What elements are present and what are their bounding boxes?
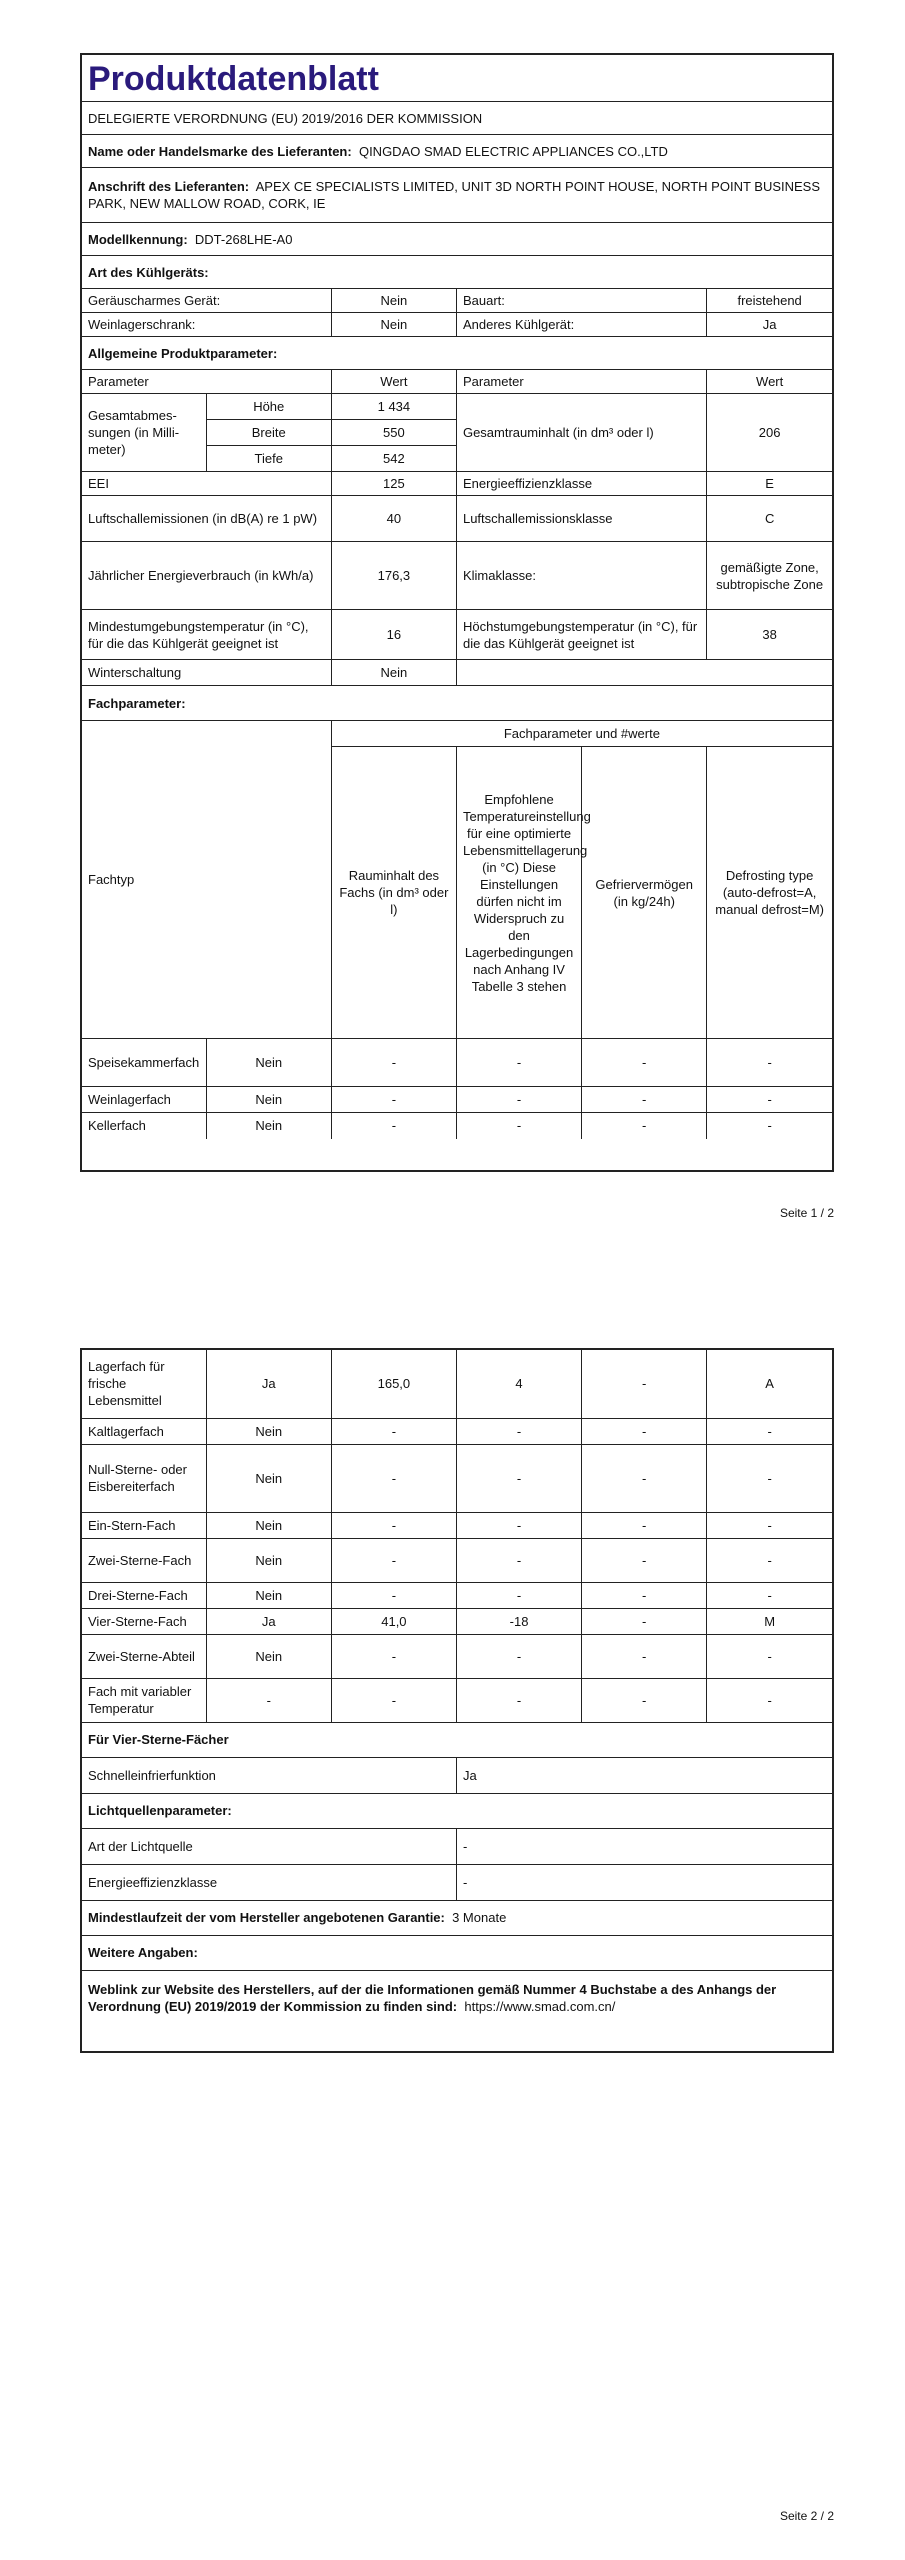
- table-row: [82, 1113, 832, 1139]
- consumption-value: 176,3: [331, 542, 456, 610]
- value-header: Wert: [331, 370, 456, 394]
- compartment-volume: -: [331, 1538, 456, 1582]
- min-temp-label: Mindestumgebungstemperatur (in °C), für die das Kühlgerät geeignet ist: [82, 610, 331, 660]
- noise-label: Luftschallemissionen (in dB(A) re 1 pW): [82, 496, 331, 542]
- table-row: [82, 1418, 832, 1444]
- datasheet-table-2: [82, 1350, 832, 2025]
- compartment-volume: -: [331, 1418, 456, 1444]
- parameter-header: Parameter: [82, 370, 331, 394]
- compartment-freeze: -: [582, 1582, 707, 1608]
- weblink-row: [82, 1970, 832, 2025]
- table-row: [82, 1039, 832, 1087]
- light-class-value: -: [456, 1864, 832, 1900]
- model-label: Modellkennung:: [88, 231, 188, 247]
- compartment-present: Nein: [206, 1634, 331, 1678]
- datasheet-page-1: [80, 53, 834, 1172]
- light-type-label: Art der Lichtquelle: [82, 1828, 456, 1864]
- compartment-name: Zwei-Sterne-Abteil: [82, 1634, 206, 1678]
- table-row: [82, 1678, 832, 1722]
- winter-value: Nein: [331, 660, 456, 686]
- compartment-freeze: -: [582, 1039, 707, 1087]
- compartment-name: Zwei-Sterne-Fach: [82, 1538, 206, 1582]
- compartment-name: Weinlagerfach: [82, 1087, 206, 1113]
- eei-value: 125: [331, 472, 456, 496]
- page-number-2: Seite 2 / 2: [779, 2509, 834, 2523]
- model-row: [82, 223, 832, 256]
- compartment-present: Ja: [206, 1608, 331, 1634]
- compartment-present: Nein: [206, 1087, 331, 1113]
- compartment-name: Drei-Sterne-Fach: [82, 1582, 206, 1608]
- compartment-name: Ein-Stern-Fach: [82, 1512, 206, 1538]
- datasheet-table-1: [82, 55, 832, 1139]
- compartment-defrost: -: [707, 1039, 832, 1087]
- supplier-label: Name oder Handelsmarke des Lieferanten:: [88, 143, 352, 159]
- compartment-heading: Fachparameter:: [82, 686, 832, 721]
- compartment-defrost: -: [707, 1113, 832, 1139]
- compartment-defrost: -: [707, 1538, 832, 1582]
- compartment-freeze: -: [582, 1608, 707, 1634]
- table-row: [82, 1538, 832, 1582]
- volume-label: Gesamtrauminhalt (in dm³ oder l): [456, 394, 706, 472]
- weblink-value[interactable]: https://www.smad.com.cn/: [464, 1998, 616, 2014]
- design-value: freistehend: [707, 289, 832, 313]
- compartment-freeze: -: [582, 1538, 707, 1582]
- light-type-value: -: [456, 1828, 832, 1864]
- compartment-present: Nein: [206, 1113, 331, 1139]
- value-header-2: Wert: [707, 370, 832, 394]
- compartment-type-header: Fachtyp: [82, 721, 331, 1039]
- height-value: 1 434: [331, 394, 456, 420]
- compartment-temp: -: [456, 1678, 581, 1722]
- empty-cell: [456, 660, 832, 686]
- compartment-present: Nein: [206, 1538, 331, 1582]
- address-value: APEX CE SPECIALISTS LIMITED, UNIT 3D NORTH POINT HOUSE, NORTH POINT BUSINESS PARK, NEW MALLOW ROAD, CORK, IE: [88, 179, 821, 211]
- compartment-temp: 4: [456, 1350, 581, 1418]
- other-appliance-label: Anderes Kühlgerät:: [456, 313, 706, 337]
- climate-value: gemäßigte Zone, subtropische Zone: [707, 542, 832, 610]
- wine-cabinet-label: Weinlagerschrank:: [82, 313, 331, 337]
- regulation-text: DELEGIERTE VERORDNUNG (EU) 2019/2016 DER KOMMISSION: [82, 102, 832, 135]
- compartment-present: Nein: [206, 1512, 331, 1538]
- supplier-value: QINGDAO SMAD ELECTRIC APPLIANCES CO.,LTD: [358, 143, 668, 159]
- warranty-label: Mindestlaufzeit der vom Hersteller angebotenen Garantie:: [88, 1910, 445, 1925]
- depth-value: 542: [331, 446, 456, 472]
- table-row: [82, 1350, 832, 1418]
- table-row: [82, 1608, 832, 1634]
- col-temp-header: Empfohlene Temperatureinstellung für eine optimierte Lebensmittellagerung (in °C) Diese Einstellungen dürfen nicht im Widerspruch zu den Lagerbedingungen nach Anhang IV Tabelle 3 stehen: [456, 747, 581, 1039]
- low-noise-value: Nein: [331, 289, 456, 313]
- compartment-defrost: -: [707, 1512, 832, 1538]
- compartment-temp: -: [456, 1582, 581, 1608]
- model-value: DDT-268LHE-A0: [194, 231, 293, 247]
- compartment-defrost: A: [707, 1350, 832, 1418]
- address-label: Anschrift des Lieferanten:: [88, 179, 250, 194]
- compartment-volume: 165,0: [331, 1350, 456, 1418]
- table-row: [82, 1634, 832, 1678]
- eei-label: EEI: [82, 472, 331, 496]
- compartment-volume: -: [331, 1678, 456, 1722]
- compartment-defrost: -: [707, 1678, 832, 1722]
- parameter-header-2: Parameter: [456, 370, 706, 394]
- four-star-heading: Für Vier-Sterne-Fächer: [82, 1722, 832, 1757]
- width-value: 550: [331, 420, 456, 446]
- compartment-freeze: -: [582, 1350, 707, 1418]
- warranty-row: [82, 1900, 832, 1935]
- compartment-temp: -: [456, 1444, 581, 1512]
- quick-freeze-label: Schnelleinfrierfunktion: [82, 1757, 456, 1793]
- compartment-freeze: -: [582, 1418, 707, 1444]
- compartment-temp: -: [456, 1087, 581, 1113]
- compartment-volume: -: [331, 1582, 456, 1608]
- winter-label: Winterschaltung: [82, 660, 331, 686]
- page-title: Produktdatenblatt: [82, 55, 832, 102]
- weblink-label: Weblink zur Website des Herstellers, auf der die Informationen gemäß Nummer 4 Buchstabe a des Anhangs der Verordnung (EU) 2019/2019 der Kommission zu finden sind:: [88, 1981, 777, 2014]
- page-number-1: Seite 1 / 2: [779, 1206, 834, 1220]
- compartment-freeze: -: [582, 1444, 707, 1512]
- max-temp-label: Höchstumgebungstemperatur (in °C), für die das Kühlgerät geeignet ist: [456, 610, 706, 660]
- compartment-volume: -: [331, 1634, 456, 1678]
- noise-class-value: C: [707, 496, 832, 542]
- compartment-volume: -: [331, 1113, 456, 1139]
- compartment-volume: -: [331, 1039, 456, 1087]
- supplier-row: [82, 135, 832, 168]
- compartment-defrost: -: [707, 1582, 832, 1608]
- compartment-name: Vier-Sterne-Fach: [82, 1608, 206, 1634]
- width-label: Breite: [206, 420, 331, 446]
- consumption-label: Jährlicher Energieverbrauch (in kWh/a): [82, 542, 331, 610]
- depth-label: Tiefe: [206, 446, 331, 472]
- table-row: [82, 1512, 832, 1538]
- compartment-volume: -: [331, 1087, 456, 1113]
- wine-cabinet-value: Nein: [331, 313, 456, 337]
- compartment-freeze: -: [582, 1512, 707, 1538]
- address-row: [82, 168, 832, 223]
- compartment-temp: -: [456, 1418, 581, 1444]
- climate-label: Klimaklasse:: [456, 542, 706, 610]
- compartment-present: Ja: [206, 1350, 331, 1418]
- compartment-temp: -: [456, 1634, 581, 1678]
- quick-freeze-value: Ja: [456, 1757, 832, 1793]
- type-heading: Art des Kühlgeräts:: [82, 256, 832, 289]
- table-row: [82, 1444, 832, 1512]
- compartment-defrost: -: [707, 1634, 832, 1678]
- compartment-defrost: M: [707, 1608, 832, 1634]
- energy-class-label: Energieeffizienzklasse: [456, 472, 706, 496]
- compartment-temp: -: [456, 1113, 581, 1139]
- compartment-freeze: -: [582, 1678, 707, 1722]
- compartment-temp: -: [456, 1512, 581, 1538]
- compartment-group-header: Fachparameter und #werte: [331, 721, 832, 747]
- compartment-freeze: -: [582, 1634, 707, 1678]
- compartment-present: Nein: [206, 1039, 331, 1087]
- compartment-present: Nein: [206, 1582, 331, 1608]
- warranty-value: 3 Monate: [452, 1910, 507, 1925]
- compartment-defrost: -: [707, 1444, 832, 1512]
- design-label: Bauart:: [456, 289, 706, 313]
- dimensions-label: Gesamtabmes-sungen (in Milli-meter): [82, 394, 206, 472]
- other-appliance-value: Ja: [707, 313, 832, 337]
- table-row: [82, 1582, 832, 1608]
- compartment-temp: -: [456, 1538, 581, 1582]
- col-freeze-header: Gefriervermögen (in kg/24h): [582, 747, 707, 1039]
- low-noise-label: Geräuscharmes Gerät:: [82, 289, 331, 313]
- height-label: Höhe: [206, 394, 331, 420]
- light-class-label: Energieeffizienzklasse: [82, 1864, 456, 1900]
- more-info-heading: Weitere Angaben:: [82, 1935, 832, 1970]
- compartment-defrost: -: [707, 1418, 832, 1444]
- compartment-name: Speisekammerfach: [82, 1039, 206, 1087]
- datasheet-page-2: [80, 1348, 834, 2053]
- compartment-name: Kaltlagerfach: [82, 1418, 206, 1444]
- compartment-name: Null-Sterne- oder Eisbereiterfach: [82, 1444, 206, 1512]
- compartment-present: -: [206, 1678, 331, 1722]
- compartment-name: Lagerfach für frische Lebensmittel: [82, 1350, 206, 1418]
- max-temp-value: 38: [707, 610, 832, 660]
- compartment-temp: -: [456, 1039, 581, 1087]
- noise-class-label: Luftschallemissionsklasse: [456, 496, 706, 542]
- col-volume-header: Rauminhalt des Fachs (in dm³ oder l): [331, 747, 456, 1039]
- col-defrost-header: Defrosting type (auto-defrost=A, manual defrost=M): [707, 747, 832, 1039]
- compartment-name: Fach mit variabler Temperatur: [82, 1678, 206, 1722]
- min-temp-value: 16: [331, 610, 456, 660]
- volume-value: 206: [707, 394, 832, 472]
- compartment-volume: -: [331, 1444, 456, 1512]
- compartment-name: Kellerfach: [82, 1113, 206, 1139]
- compartment-temp: -18: [456, 1608, 581, 1634]
- compartment-present: Nein: [206, 1444, 331, 1512]
- general-heading: Allgemeine Produktparameter:: [82, 337, 832, 370]
- noise-value: 40: [331, 496, 456, 542]
- energy-class-value: E: [707, 472, 832, 496]
- light-heading: Lichtquellenparameter:: [82, 1793, 832, 1828]
- compartment-volume: 41,0: [331, 1608, 456, 1634]
- compartment-present: Nein: [206, 1418, 331, 1444]
- compartment-freeze: -: [582, 1113, 707, 1139]
- compartment-freeze: -: [582, 1087, 707, 1113]
- compartment-defrost: -: [707, 1087, 832, 1113]
- table-row: [82, 1087, 832, 1113]
- compartment-volume: -: [331, 1512, 456, 1538]
